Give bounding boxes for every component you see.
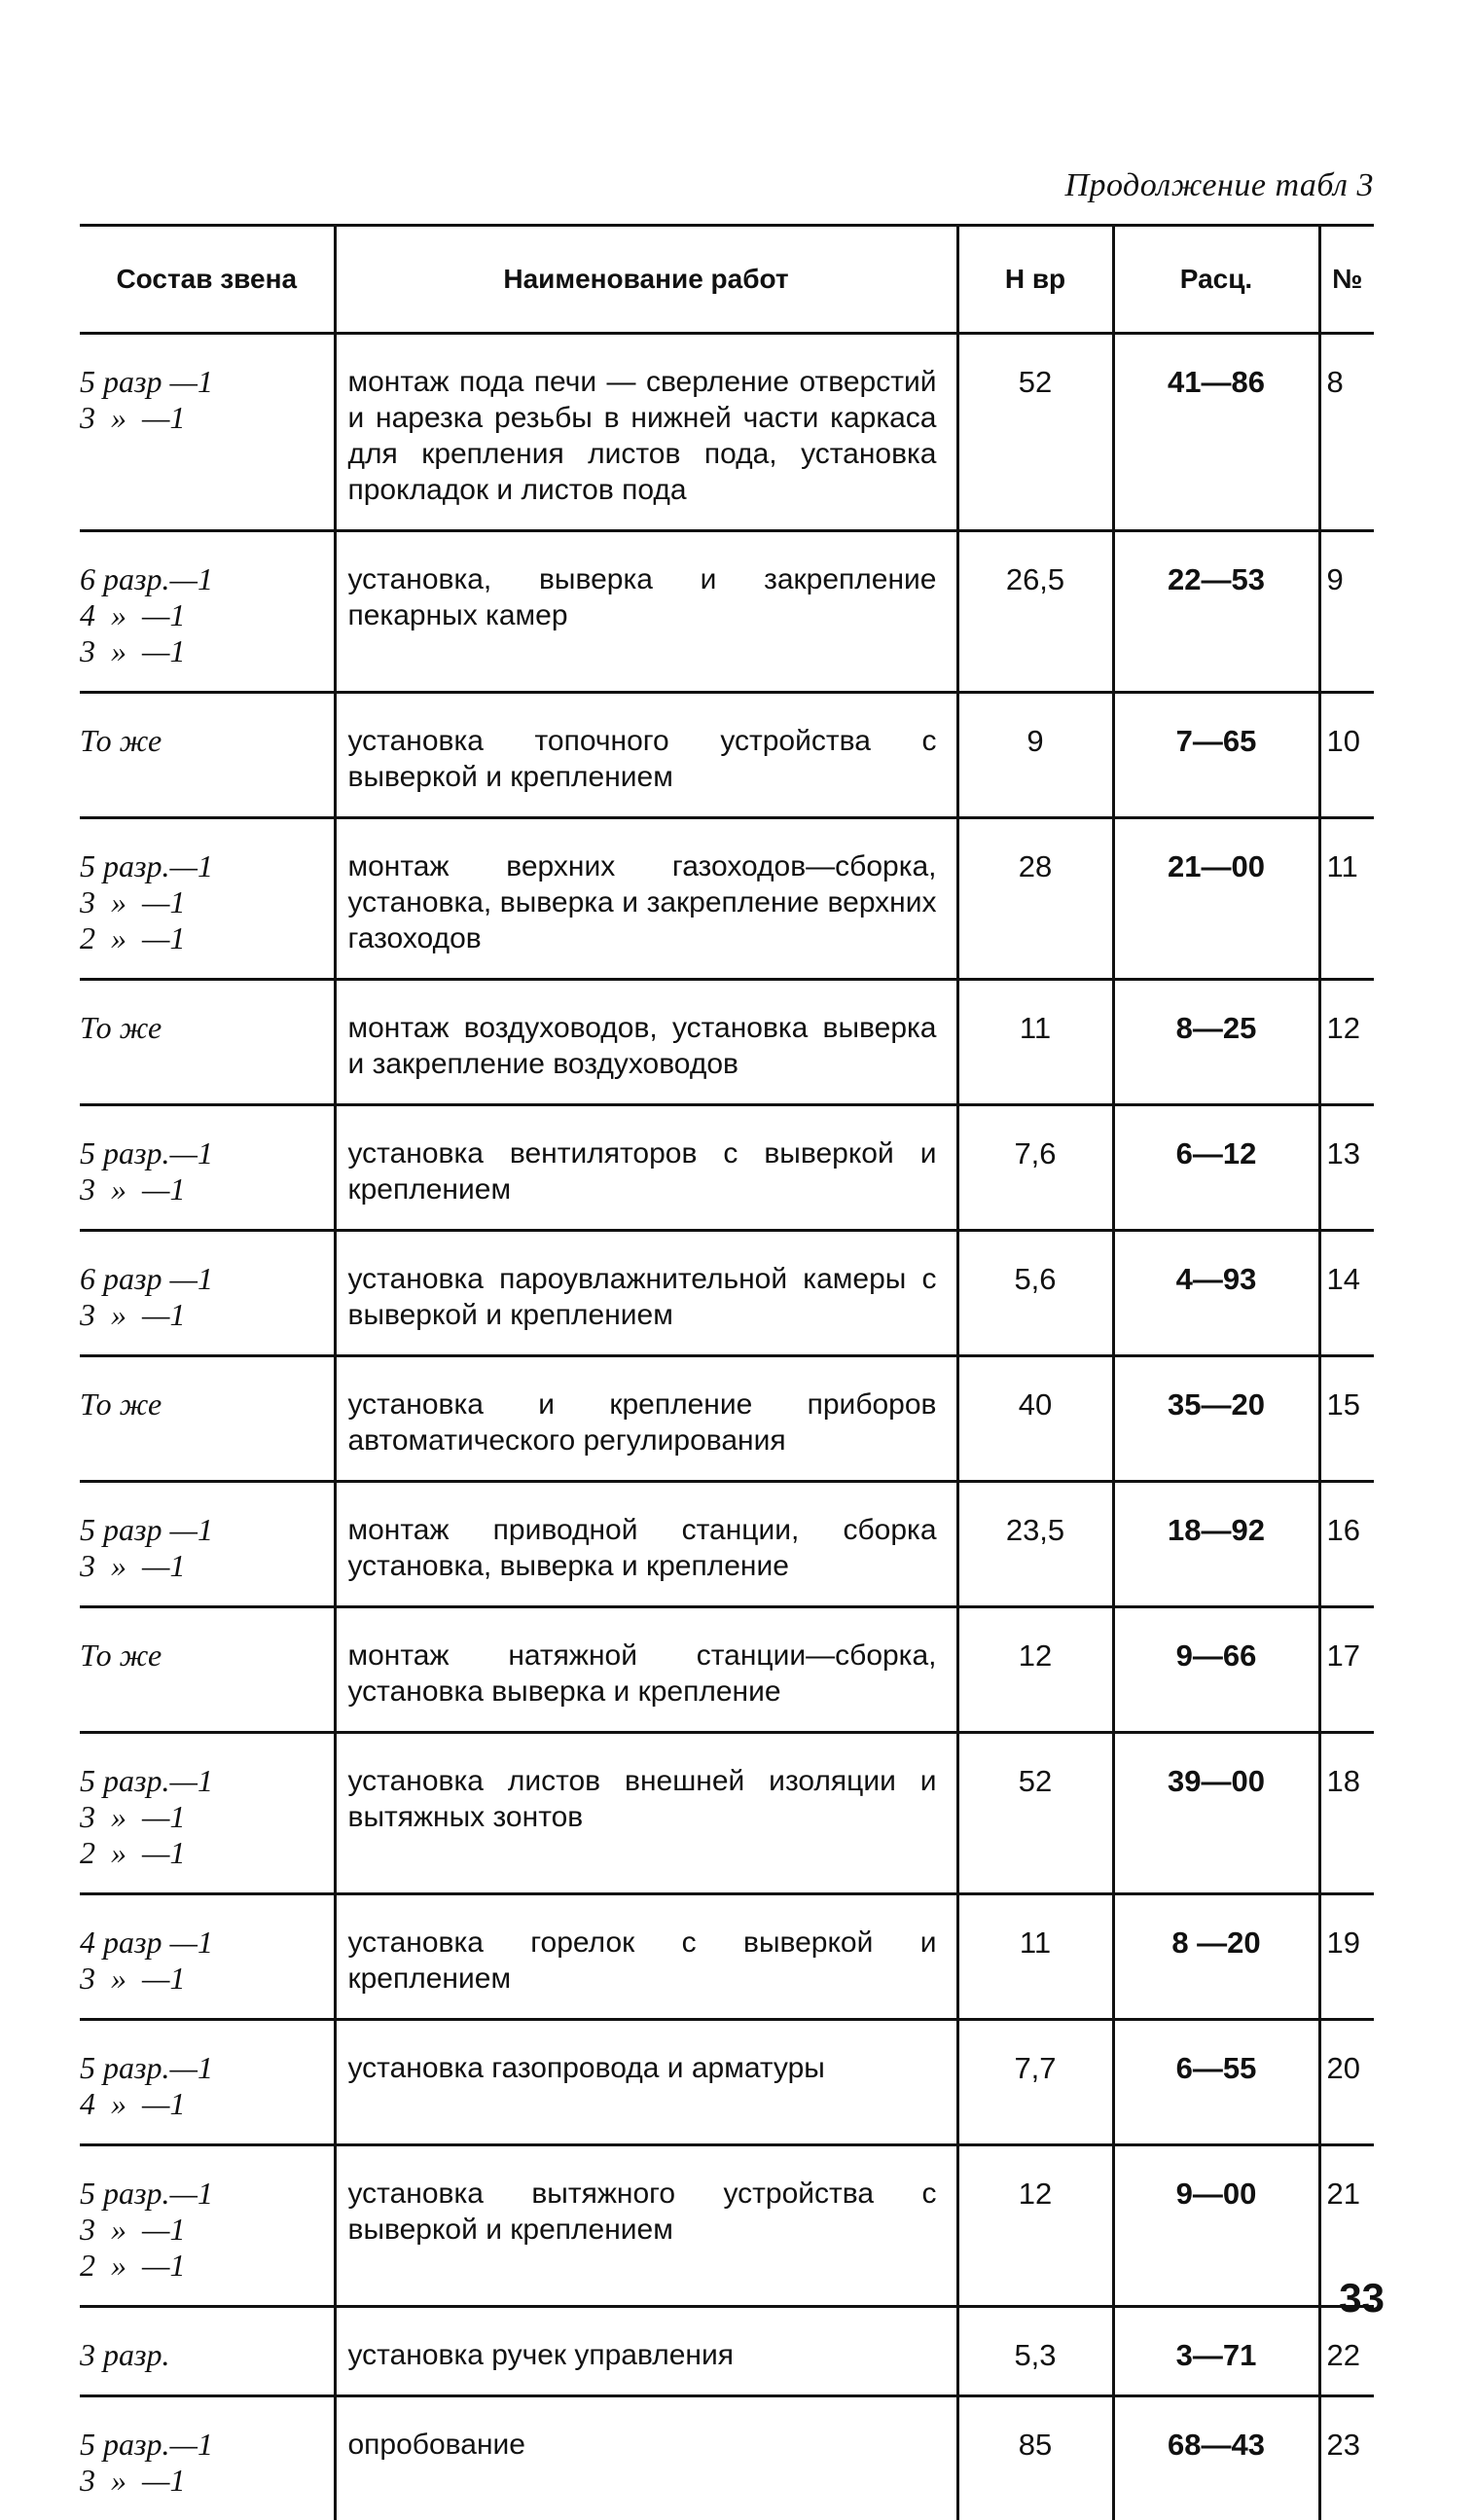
work-cell: монтаж пода печи — сверление отверстий и нарезка резьбы в нижней части каркаса для крепления листов пода, установка прокладок и листов пода: [335, 334, 957, 531]
number-cell: 23: [1319, 2396, 1374, 2520]
work-cell: монтаж верхних газоходов—сборка, установка, выверка и закрепление верхних газоходов: [335, 818, 957, 980]
work-cell: монтаж воздуховодов, установка выверка и закрепление воздуховодов: [335, 980, 957, 1105]
number-cell: 20: [1319, 2020, 1374, 2145]
number-cell: 10: [1319, 693, 1374, 818]
number-cell: 8: [1319, 334, 1374, 531]
rate-cell: 9—00: [1113, 2145, 1319, 2307]
norm-cell: 40: [957, 1356, 1113, 1482]
header-work: Наименование работ: [335, 226, 957, 334]
work-cell: установка газопровода и арматуры: [335, 2020, 957, 2145]
table-row: [80, 1482, 1374, 1607]
header-number: №: [1319, 226, 1374, 334]
table-continuation-caption: Продолжение табл 3: [1064, 167, 1374, 204]
table-row: [80, 980, 1374, 1105]
work-cell: опробование: [335, 2396, 957, 2520]
norm-cell: 5,3: [957, 2307, 1113, 2396]
rate-cell: 18—92: [1113, 1482, 1319, 1607]
crew-cell: 6 разр.—1 4 » —1 3 » —1: [80, 531, 335, 693]
work-cell: монтаж приводной станции, сборка установка, выверка и крепление: [335, 1482, 957, 1607]
number-cell: 16: [1319, 1482, 1374, 1607]
crew-cell: 3 разр.: [80, 2307, 335, 2396]
number-cell: 9: [1319, 531, 1374, 693]
rate-cell: 41—86: [1113, 334, 1319, 531]
crew-cell: То же: [80, 1356, 335, 1482]
number-cell: 17: [1319, 1607, 1374, 1733]
norm-cell: 28: [957, 818, 1113, 980]
norm-cell: 9: [957, 693, 1113, 818]
crew-cell: 4 разр —1 3 » —1: [80, 1894, 335, 2020]
norm-cell: 12: [957, 2145, 1113, 2307]
crew-cell: 5 разр.—1 3 » —1: [80, 1105, 335, 1231]
number-cell: 12: [1319, 980, 1374, 1105]
crew-cell: 5 разр.—1 4 » —1: [80, 2020, 335, 2145]
work-cell: установка ручек управления: [335, 2307, 957, 2396]
crew-cell: 5 разр.—1 3 » —1: [80, 2396, 335, 2520]
header-norm: Н вр: [957, 226, 1113, 334]
work-cell: монтаж натяжной станции—сборка, установка выверка и крепление: [335, 1607, 957, 1733]
table-row: [80, 531, 1374, 693]
number-cell: 19: [1319, 1894, 1374, 2020]
table-row: [80, 2020, 1374, 2145]
rate-cell: 6—55: [1113, 2020, 1319, 2145]
table-row: [80, 1231, 1374, 1356]
table-row: [80, 693, 1374, 818]
table-body: [80, 334, 1374, 2520]
table-header-row: [80, 226, 1374, 334]
work-cell: установка и крепление приборов автоматического регулирования: [335, 1356, 957, 1482]
rate-cell: 9—66: [1113, 1607, 1319, 1733]
work-cell: установка листов внешней изоляции и вытяжных зонтов: [335, 1733, 957, 1894]
rate-cell: 22—53: [1113, 531, 1319, 693]
number-cell: 15: [1319, 1356, 1374, 1482]
norm-cell: 7,7: [957, 2020, 1113, 2145]
crew-cell: 5 разр.—1 3 » —1 2 » —1: [80, 1733, 335, 1894]
rate-cell: 68—43: [1113, 2396, 1319, 2520]
header-rate: Расц.: [1113, 226, 1319, 334]
number-cell: 11: [1319, 818, 1374, 980]
table-row: [80, 1356, 1374, 1482]
norm-cell: 7,6: [957, 1105, 1113, 1231]
work-cell: установка топочного устройства с выверкой и креплением: [335, 693, 957, 818]
table-row: [80, 2396, 1374, 2520]
norm-cell: 23,5: [957, 1482, 1113, 1607]
work-norms-table: [80, 224, 1374, 2520]
norm-cell: 5,6: [957, 1231, 1113, 1356]
work-cell: установка, выверка и закрепление пекарных камер: [335, 531, 957, 693]
rate-cell: 39—00: [1113, 1733, 1319, 1894]
norm-cell: 52: [957, 1733, 1113, 1894]
crew-cell: То же: [80, 693, 335, 818]
header-crew: Состав звена: [80, 226, 335, 334]
work-cell: установка горелок с выверкой и креплением: [335, 1894, 957, 2020]
rate-cell: 8—25: [1113, 980, 1319, 1105]
rate-cell: 3—71: [1113, 2307, 1319, 2396]
number-cell: 13: [1319, 1105, 1374, 1231]
rate-cell: 8 —20: [1113, 1894, 1319, 2020]
number-cell: 22: [1319, 2307, 1374, 2396]
work-cell: установка пароувлажнительной камеры с выверкой и креплением: [335, 1231, 957, 1356]
rate-cell: 21—00: [1113, 818, 1319, 980]
rate-cell: 35—20: [1113, 1356, 1319, 1482]
table-row: [80, 1894, 1374, 2020]
number-cell: 21: [1319, 2145, 1374, 2307]
crew-cell: То же: [80, 980, 335, 1105]
crew-cell: 5 разр.—1 3 » —1 2 » —1: [80, 818, 335, 980]
work-cell: установка вытяжного устройства с выверкой и креплением: [335, 2145, 957, 2307]
table-row: [80, 1607, 1374, 1733]
table-row: [80, 818, 1374, 980]
number-cell: 14: [1319, 1231, 1374, 1356]
norm-cell: 85: [957, 2396, 1113, 2520]
table-row: [80, 2145, 1374, 2307]
work-cell: установка вентиляторов с выверкой и креплением: [335, 1105, 957, 1231]
number-cell: 18: [1319, 1733, 1374, 1894]
norm-cell: 11: [957, 980, 1113, 1105]
rate-cell: 6—12: [1113, 1105, 1319, 1231]
crew-cell: 5 разр.—1 3 » —1 2 » —1: [80, 2145, 335, 2307]
page-number: 33: [1339, 2275, 1385, 2322]
norm-cell: 11: [957, 1894, 1113, 2020]
crew-cell: То же: [80, 1607, 335, 1733]
crew-cell: 5 разр —1 3 » —1: [80, 334, 335, 531]
crew-cell: 5 разр —1 3 » —1: [80, 1482, 335, 1607]
table-row: [80, 334, 1374, 531]
rate-cell: 4—93: [1113, 1231, 1319, 1356]
norm-cell: 52: [957, 334, 1113, 531]
table-row: [80, 1733, 1374, 1894]
table-row: [80, 2307, 1374, 2396]
norm-cell: 12: [957, 1607, 1113, 1733]
crew-cell: 6 разр —1 3 » —1: [80, 1231, 335, 1356]
table-row: [80, 1105, 1374, 1231]
norm-cell: 26,5: [957, 531, 1113, 693]
rate-cell: 7—65: [1113, 693, 1319, 818]
